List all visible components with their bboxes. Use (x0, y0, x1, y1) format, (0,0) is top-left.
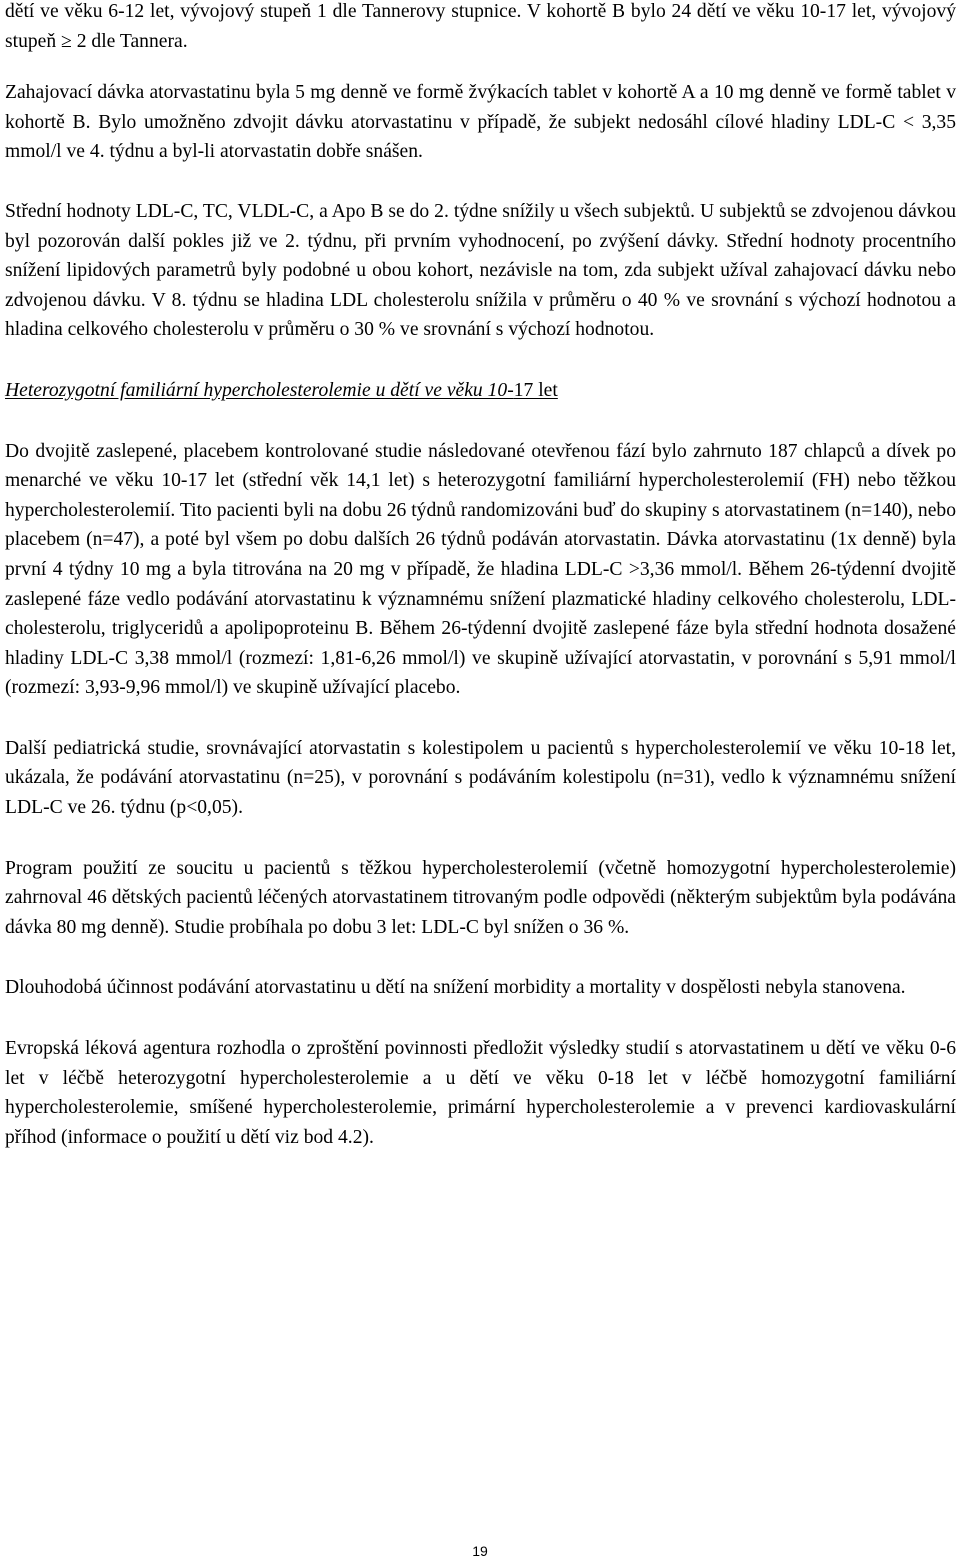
paragraph-colestipol-study: Další pediatrická studie, srovnávající atorvastatin s kolestipolem u pacientů s hypercholesterolemií ve věku 10-18 let, ukázala, že podávání atorvastatinu (n=25), v porovnání s podáváním kolestipolu (n=31), vedlo k významnému snížení LDL-C ve 26. týdnu (p<0,05). (5, 737, 956, 819)
page-number: 19 (472, 1543, 488, 1559)
section-heading-italic: Heterozygotní familiární hypercholesterolemie u dětí ve věku 10- (5, 379, 514, 401)
paragraph-double-blind-study: Do dvojitě zaslepené, placebem kontrolované studie následované otevřenou fází bylo zahrnuto 187 chlapců a dívek po menarché ve věku 10-17 let (střední věk 14,1 let) s heterozygotní familiární hypercholesterolemií (FH) nebo těžkou hypercholesterolemií. Tito pacienti byli na dobu 26 týdnů randomizováni buď do skupiny s atorvastatinem (n=140), nebo placebem (n=47), a poté byl všem po dobu dalších 26 týdnů podáván atorvastatin. Dávka atorvastatinu (1x denně) byla první 4 týdny 10 mg a byla titrována na 20 mg v případě, že hladina LDL-C >3,36 mmol/l. Během 26-týdenní dvojitě zaslepené fáze vedlo podávání atorvastatinu k významnému snížení plazmatické hladiny celkového cholesterolu, LDL-cholesterolu, triglyceridů a apolipoproteinu B. Během 26-týdenní dvojitě zaslepené fáze byla střední hodnota dosažené hladiny LDL-C 3,38 mmol/l (rozmezí: 1,81-6,26 mmol/l) ve skupině užívající atorvastatin, v porovnání s 5,91 mmol/l (rozmezí: 3,93-9,96 mmol/l) ve skupině užívající placebo. (5, 440, 956, 699)
paragraph-compassionate-use: Program použití ze soucitu u pacientů s těžkou hypercholesterolemií (včetně homozygotní hypercholesterolemie) zahrnoval 46 dětských pacientů léčených atorvastatinem titrovaným podle odpovědi (některým subjektům byla podávána dávka 80 mg denně). Studie probíhala po dobu 3 let: LDL-C byl snížen o 36 %. (5, 857, 956, 938)
paragraph-starting-dose: Zahajovací dávka atorvastatinu byla 5 mg denně ve formě žvýkacích tablet v kohortě A a 10 mg denně ve formě tablet v kohortě B. Bylo umožněno zdvojit dávku atorvastatinu v případě, že subjekt nedosáhl cílové hladiny LDL-C < 3,35 mmol/l ve 4. týdnu a byl-li atorvastatin dobře snášen. (5, 82, 956, 163)
section-heading (5, 376, 956, 406)
paragraph-ema-waiver: Evropská léková agentura rozhodla o zproštění povinnosti předložit výsledky studií s atorvastatinem u dětí ve věku 0-6 let v léčbě heterozygotní hypercholesterolemie a u dětí ve věku 0-18 let v léčbě homozygotní familiární hypercholesterolemie, smíšené hypercholesterolemie, primární hypercholesterolemie a v prevenci kardiovaskulární příhod (informace o použití u dětí viz bod 4.2). (5, 1038, 956, 1148)
paragraph-lipid-reduction: Střední hodnoty LDL-C, TC, VLDL-C, a Apo B se do 2. týdne snížily u všech subjektů. U subjektů se zdvojenou dávkou byl pozorován další pokles již ve 2. týdnu, při prvním vyhodnocení, po zvýšení dávky. Střední hodnoty procentního snížení lipidových parametrů byly podobné u obou kohort, nezávisle na tom, zda subjekt užíval zahajovací dávku nebo zdvojenou dávku. V 8. týdnu se hladina LDL cholesterolu snížila v průměru o 40 % ve srovnání s výchozí hodnotou a hladina celkového cholesterolu v průměru o 30 % ve srovnání s výchozí hodnotou. (5, 200, 956, 341)
paragraph-tanner-stages: dětí ve věku 6-12 let, vývojový stupeň 1 dle Tannerovy stupnice. V kohortě B bylo 24 dětí ve věku 10-17 let, vývojový stupeň ≥ 2 dle Tannera. (5, 1, 956, 52)
paragraph-long-term-efficacy: Dlouhodobá účinnost podávání atorvastatinu u dětí na snížení morbidity a mortality v dospělosti nebyla stanovena. (5, 977, 906, 999)
document-page (5, 0, 956, 1152)
section-heading-plain: 17 let (513, 379, 558, 401)
